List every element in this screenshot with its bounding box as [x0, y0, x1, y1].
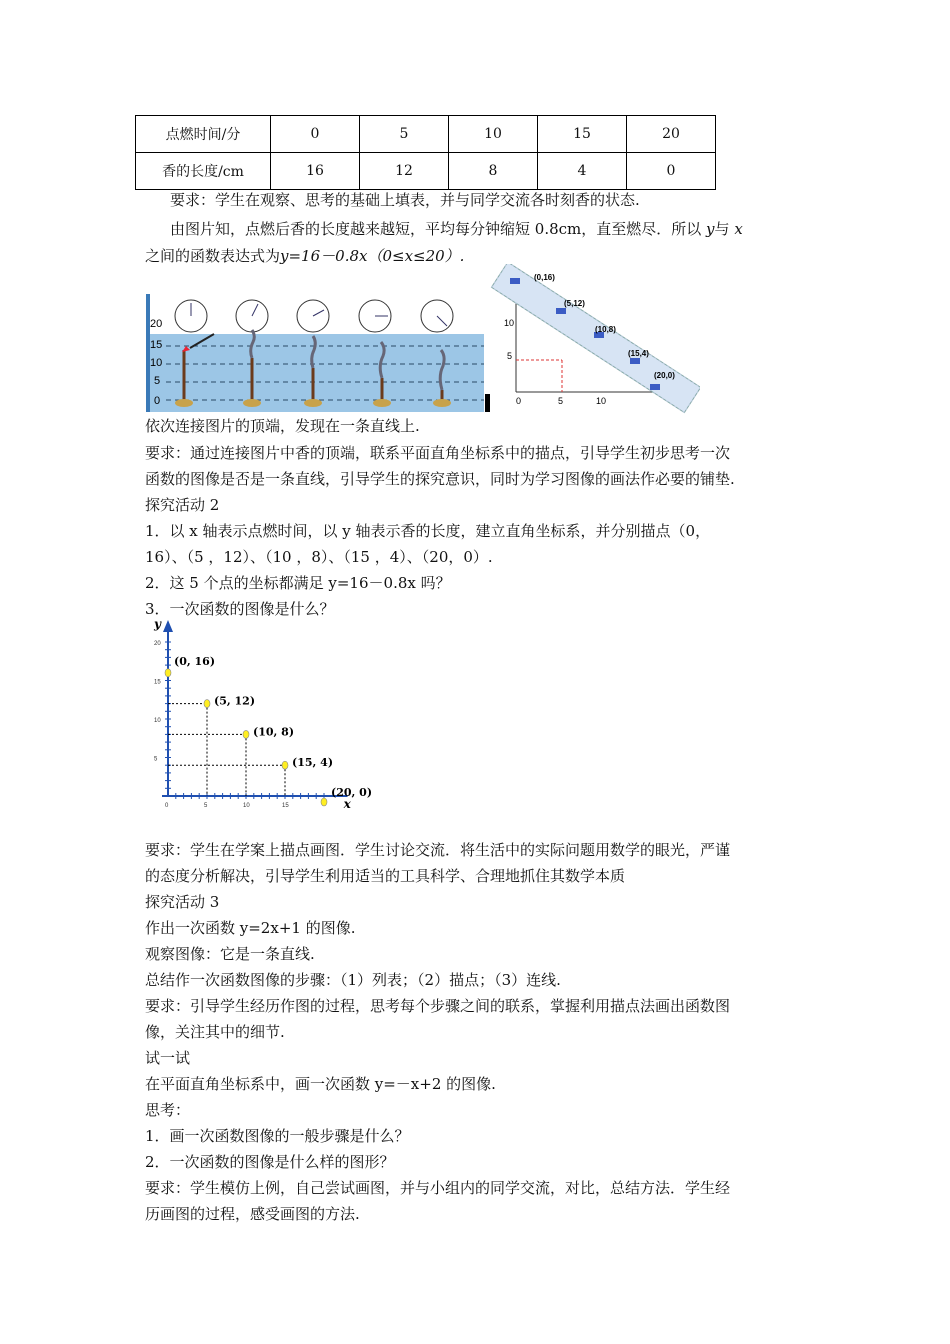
table-cell: 10 [449, 116, 538, 153]
table-cell: 8 [449, 153, 538, 190]
table-row [136, 116, 716, 153]
y-tick-label: 5 [154, 375, 161, 387]
table-cell: 0 [627, 153, 716, 190]
point-label: (20,0) [654, 371, 675, 380]
data-point [321, 798, 327, 806]
point-label: (0,16) [534, 273, 555, 282]
x-tick-label: 10 [243, 803, 250, 809]
table-cell: 4 [538, 153, 627, 190]
y-tick-label: 5 [154, 756, 158, 763]
paragraph: 要求：通过连接图片中香的顶端，联系平面直角坐标系中的描点，引导学生初步思考一次 [145, 444, 731, 462]
x-tick-label: 5 [558, 396, 564, 406]
table-cell: 20 [627, 116, 716, 153]
x-axis-label: x [343, 797, 351, 811]
x-tick-label: 5 [204, 803, 208, 809]
point-marker [556, 308, 566, 314]
y-axis-label: y [154, 617, 161, 631]
text: y [706, 220, 715, 238]
paragraph: 2．一次函数的图像是什么样的图形？ [145, 1153, 395, 1171]
paragraph: 3．一次函数的图像是什么？ [145, 600, 335, 618]
y-tick-label: 0 [154, 395, 161, 407]
text: 由图片知，点燃后香的长度越来越短，平均每分钟缩短 0.8cm，直至燃尽．所以 [170, 220, 702, 238]
paragraph: 函数的图像是否是一条直线，引导学生的探究意识，同时为学习图像的画法作必要的铺垫. [145, 470, 735, 488]
data-point [165, 669, 171, 677]
table-cell: 16 [271, 153, 360, 190]
clock-icon [359, 300, 391, 332]
paragraph: 依次连接图片的顶端，发现在一条直线上. [145, 417, 420, 435]
paragraph: 1．以 x 轴表示点燃时间，以 y 轴表示香的长度，建立直角坐标系，并分别描点（0， [145, 522, 711, 540]
x-tick-label: 0 [165, 803, 169, 809]
y-tick-label: 10 [504, 318, 515, 328]
paragraph: 像，关注其中的细节. [145, 1023, 285, 1041]
paragraph [145, 246, 464, 266]
y-tick-label: 15 [154, 679, 161, 686]
paragraph: 作出一次函数 y=2x+1 的图像. [145, 919, 356, 937]
incense-figure [144, 294, 494, 412]
paragraph: 16）、（5 ，12）、（10 ，8）、（15 ，4）、（20，0）. [145, 548, 493, 566]
ruler-figure [490, 264, 700, 414]
point-label: (10,8) [595, 325, 616, 334]
x-tick-label: 10 [596, 396, 607, 406]
clock-icon [236, 300, 268, 332]
y-tick-label: 20 [150, 318, 163, 330]
paragraph: 要求：引导学生经历作图的过程，思考每个步骤之间的联系，掌握利用描点法画出函数图 [145, 997, 731, 1015]
paragraph [170, 219, 743, 239]
point-label: (15, 4) [292, 756, 334, 770]
table-cell: 0 [271, 116, 360, 153]
paragraph: 在平面直角坐标系中，画一次函数 y=－x+2 的图像. [145, 1075, 496, 1093]
section-heading: 探究活动 2 [145, 496, 220, 514]
point-marker [510, 278, 520, 284]
clock-icon [421, 300, 453, 332]
paragraph: 历画图的过程，感受画图的方法. [145, 1205, 360, 1223]
paragraph: 要求：学生在学案上描点画图．学生讨论交流．将生活中的实际问题用数学的眼光，严谨 [145, 841, 731, 859]
clock-icon [297, 300, 329, 332]
table-cell: 12 [360, 153, 449, 190]
point-label: (20, 0) [331, 786, 373, 799]
section-heading: 探究活动 3 [145, 893, 220, 911]
paragraph: 要求：学生在观察、思考的基础上填表，并与同学交流各时刻香的状态. [170, 191, 640, 209]
row-label: 点燃时间/分 [136, 116, 271, 153]
y-tick-label: 10 [154, 718, 161, 724]
section-heading: 试一试 [145, 1049, 191, 1067]
paragraph: 观察图像：它是一条直线. [145, 945, 315, 963]
table-cell: 15 [538, 116, 627, 153]
data-table [135, 115, 716, 190]
section-heading: 思考： [145, 1101, 191, 1119]
paragraph: 1．画一次函数图像的一般步骤是什么？ [145, 1127, 410, 1145]
point-label: (0, 16) [174, 654, 216, 668]
point-marker [650, 384, 660, 390]
formula: y=16－0.8x（0≤x≤20）. [280, 247, 465, 265]
point-label: (15,4) [628, 349, 649, 358]
paragraph: 要求：学生模仿上例，自己尝试画图，并与小组内的同学交流，对比，总结方法．学生经 [145, 1179, 731, 1197]
table-cell: 5 [360, 116, 449, 153]
paragraph: 2．这 5 个点的坐标都满足 y=16－0.8x 吗？ [145, 574, 451, 592]
text: 与 [714, 220, 730, 238]
text: x [734, 220, 743, 238]
point-label: (5,12) [564, 299, 585, 308]
x-tick-label: 0 [516, 396, 522, 406]
x-tick-label: 15 [282, 803, 289, 809]
data-point [204, 700, 210, 708]
y-tick-label: 20 [154, 641, 161, 647]
y-axis-arrow [163, 620, 173, 632]
table-row [136, 153, 716, 190]
point-label: (10, 8) [253, 725, 295, 739]
paragraph: 总结作一次函数图像的步骤：（1）列表；（2）描点；（3）连线. [145, 971, 561, 989]
row-label: 香的长度/cm [136, 153, 271, 190]
data-point [282, 761, 288, 769]
scatter-chart [140, 612, 400, 822]
point-label: (5, 12) [214, 694, 256, 708]
clock-icon [175, 300, 207, 332]
y-tick-label: 15 [150, 339, 163, 351]
data-point [243, 730, 249, 738]
paragraph: 的态度分析解决，引导学生利用适当的工具科学、合理地抓住其数学本质 [145, 867, 626, 885]
point-marker [630, 358, 640, 364]
y-tick-label: 10 [150, 357, 163, 369]
text: 之间的函数表达式为 [145, 247, 281, 265]
y-tick-label: 5 [507, 351, 513, 361]
